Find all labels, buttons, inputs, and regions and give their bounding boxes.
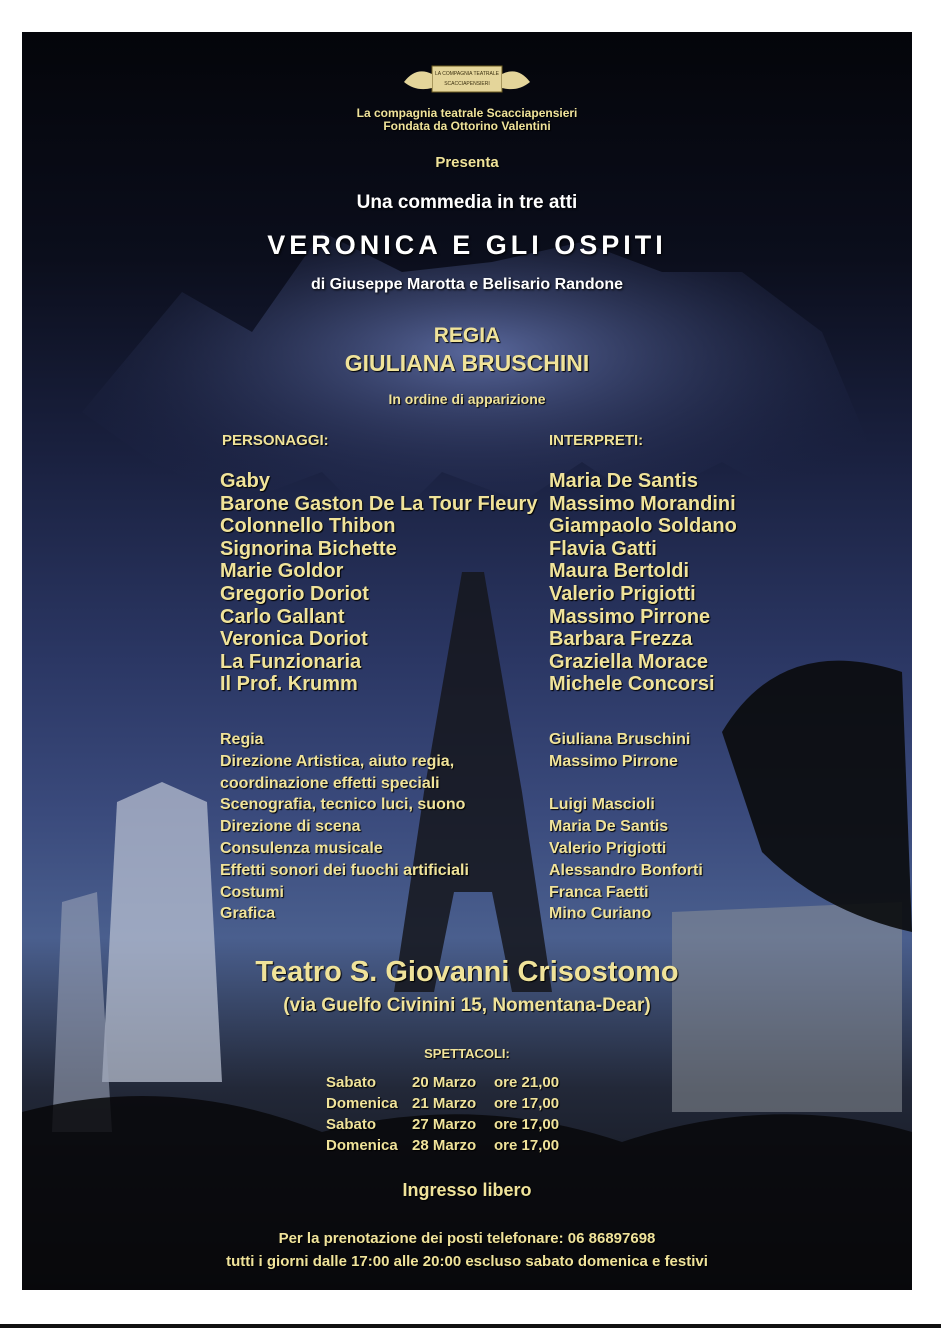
list-item: Massimo Morandini	[549, 492, 736, 515]
list-item: Michele Concorsi	[549, 673, 715, 696]
company-logo	[402, 62, 532, 98]
presenta: Presenta	[435, 154, 499, 171]
list-item: Luigi Mascioli	[549, 796, 655, 814]
list-item: Consulenza musicale	[220, 839, 383, 857]
poster	[22, 32, 912, 1290]
list-item: Gaby	[220, 470, 271, 492]
list-item: Gregorio Doriot	[220, 582, 369, 605]
actor-list	[549, 470, 737, 696]
characters-heading: PERSONAGGI:	[222, 432, 329, 449]
show-date: 27 Marzo	[412, 1116, 477, 1133]
regia-heading: REGIA	[433, 324, 501, 347]
director-name: GIULIANA BRUSCHINI	[344, 350, 590, 376]
show-day: Sabato	[326, 1074, 377, 1091]
show-time: ore 17,00	[494, 1137, 560, 1154]
list-item: Flavia Gatti	[549, 537, 657, 560]
list-item: Il Prof. Krumm	[220, 673, 358, 696]
list-item: Costumi	[220, 883, 284, 901]
list-item: Veronica Doriot	[220, 628, 368, 651]
list-item: Massimo Pirrone	[549, 752, 678, 770]
order-note: In ordine di apparizione	[388, 391, 546, 407]
list-item: Colonnello Thibon	[220, 515, 396, 538]
list-item	[549, 773, 703, 795]
list-item: Maria De Santis	[549, 470, 698, 492]
list-item: Massimo Pirrone	[549, 605, 711, 628]
subtitle: Una commedia in tre atti	[356, 192, 578, 213]
company-line	[22, 107, 912, 133]
list-item: Graziella Morace	[549, 650, 708, 673]
list-item: Franca Faetti	[549, 883, 649, 901]
list-item: Carlo Gallant	[220, 605, 345, 628]
free-entry: Ingresso libero	[402, 1180, 532, 1200]
svg-text:SCACCIAPENSIERI: SCACCIAPENSIERI	[444, 81, 490, 87]
show-time: ore 17,00	[494, 1116, 560, 1133]
booking-line: Per la prenotazione dei posti telefonare: 06 86897698	[278, 1230, 656, 1247]
show-date: 20 Marzo	[412, 1074, 477, 1091]
table-row	[326, 1114, 567, 1135]
tree-right-icon	[722, 661, 912, 932]
list-item: Barbara Frezza	[549, 628, 693, 651]
list-item: Alessandro Bonforti	[549, 861, 703, 879]
list-item: Effetti sonori dei fuochi artificiali	[220, 861, 469, 879]
table-row	[326, 1093, 567, 1114]
svg-text:LA COMPAGNIA TEATRALE: LA COMPAGNIA TEATRALE	[435, 71, 499, 77]
list-item: Direzione di scena	[220, 818, 361, 836]
hotel-tower-icon	[102, 782, 222, 1082]
show-date: 21 Marzo	[412, 1095, 477, 1112]
play-title: VERONICA E GLI OSPITI	[267, 230, 667, 260]
show-day: Domenica	[326, 1095, 398, 1112]
list-item: Giampaolo Soldano	[549, 515, 737, 538]
list-item: Marie Goldor	[220, 560, 344, 583]
list-item: Mino Curiano	[549, 905, 652, 923]
crew-names	[549, 729, 703, 925]
company-name: La compagnia teatrale Scacciapensieri	[356, 106, 578, 120]
list-item: Barone Gaston De La Tour Fleury	[220, 492, 538, 515]
shows-heading: SPETTACOLI:	[424, 1046, 510, 1061]
crew-roles	[220, 729, 469, 925]
list-item: coordinazione effetti speciali	[220, 774, 440, 792]
venue-name: Teatro S. Giovanni Crisostomo	[255, 956, 679, 988]
list-item: La Funzionaria	[220, 650, 362, 673]
list-item: Direzione Artistica, aiuto regia,	[220, 752, 455, 770]
table-row	[326, 1072, 567, 1093]
show-time: ore 21,00	[494, 1074, 560, 1091]
list-item: Valerio Prigiotti	[549, 839, 667, 857]
hours-line: tutti i giorni dalle 17:00 alle 20:00 escluso sabato domenica e festivi	[226, 1253, 708, 1270]
list-item: Scenografia, tecnico luci, suono	[220, 796, 466, 814]
show-time: ore 17,00	[494, 1095, 560, 1112]
company-founder: Fondata da Ottorino Valentini	[383, 119, 551, 133]
list-item: Regia	[220, 731, 264, 748]
venue-address: (via Guelfo Civinini 15, Nomentana-Dear)	[283, 995, 651, 1016]
schedule-table	[326, 1072, 567, 1156]
list-item: Signorina Bichette	[220, 537, 397, 560]
show-day: Sabato	[326, 1116, 377, 1133]
show-day: Domenica	[326, 1137, 398, 1154]
show-date: 28 Marzo	[412, 1137, 477, 1154]
list-item: Maura Bertoldi	[549, 560, 690, 583]
list-item: Valerio Prigiotti	[549, 582, 696, 605]
interpreters-heading: INTERPRETI:	[549, 432, 644, 449]
list-item: Grafica	[220, 905, 276, 923]
page-bottom-rule	[0, 1324, 941, 1328]
table-row	[326, 1135, 567, 1156]
list-item: Maria De Santis	[549, 818, 669, 836]
authors: di Giuseppe Marotta e Belisario Randone	[310, 276, 624, 293]
character-list	[220, 470, 537, 696]
list-item: Giuliana Bruschini	[549, 731, 691, 748]
